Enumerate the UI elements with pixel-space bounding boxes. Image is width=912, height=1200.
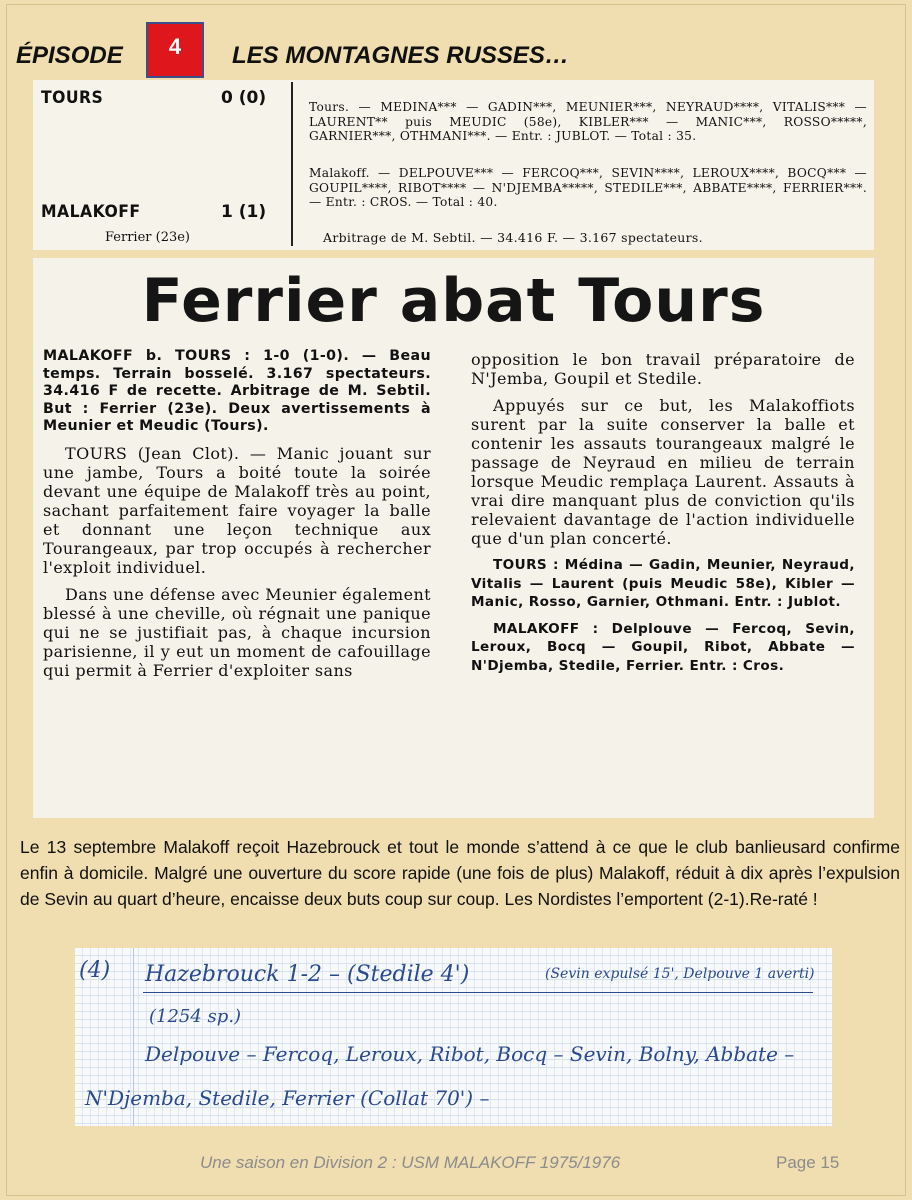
article-paragraph-3: opposition le bon travail préparatoire de N'Jemba, Goupil et Stedile. xyxy=(471,350,855,388)
away-score: 1 (1) xyxy=(221,202,267,222)
malakoff-lineup: Malakoff. — DELPOUVE*** — FERCOQ***, SEVIN****, LEROUX****, BOCQ*** — GOUPIL****, RIBOT**** — N'DJEMBA*****, STEDILE***, ABBATE****, FERRIER***. — Entr. : CROS. — Total : 40. xyxy=(309,166,867,209)
episode-label: ÉPISODE xyxy=(16,42,123,69)
goal-scorer: Ferrier (23e) xyxy=(105,230,191,245)
article-paragraph-2: Dans une défense avec Meunier également blessé à une cheville, où régnait une panique qui ne se justifiait pas, à chaque incursion parisienne, il y eut un moment de cafouillage qui permit à Ferrier d'exploiter sans xyxy=(43,584,431,680)
tours-lineup: Tours. — MEDINA*** — GADIN***, MEUNIER***, NEYRAUD****, VITALIS*** — LAURENT** puis MEUDIC (58e), KIBLER*** — MANIC***, ROSSO*****, GARNIER***, OTHMANI***. — Entr. : JUBLOT. — Total : 35. xyxy=(309,100,867,143)
note-underline xyxy=(143,992,813,993)
note-line-2: (1254 sp.) xyxy=(149,1006,242,1027)
referee-line: Arbitrage de M. Sebtil. — 34.416 F. — 3.167 spectateurs. xyxy=(323,230,703,245)
page-number: Page 15 xyxy=(776,1153,840,1172)
home-score: 0 (0) xyxy=(221,88,267,108)
note-line-1-aside: (Sevin expulsé 15', Delpouve 1 averti) xyxy=(545,966,815,982)
episode-title: LES MONTAGNES RUSSES… xyxy=(232,42,569,69)
note-line-1: Hazebrouck 1-2 – (Stedile 4') xyxy=(145,962,470,987)
scoreboard-clipping xyxy=(33,80,874,250)
match-summary: MALAKOFF b. TOURS : 1-0 (1-0). — Beau temps. Terrain bosselé. 3.167 spectateurs. 34.416 F de recette. Arbitrage de M. Sebtil. But : Ferrier (23e). Deux avertissements à Meunier et Meudic (Tours). xyxy=(43,348,431,434)
article-clipping xyxy=(33,258,874,818)
note-match-number: (4) xyxy=(79,958,111,983)
home-team: TOURS xyxy=(41,88,104,108)
handwritten-note xyxy=(75,948,832,1126)
tours-composition: TOURS : Médina — Gadin, Meunier, Neyraud, Vitalis — Laurent (puis Meudic 58e), Kibler — Manic, Rosso, Garnier, Othmani. Entr. : Jublot. xyxy=(471,557,855,610)
note-line-4: N'Djemba, Stedile, Ferrier (Collat 70') – xyxy=(85,1086,490,1110)
article-headline: Ferrier abat Tours xyxy=(141,266,766,336)
footer-caption: Une saison en Division 2 : USM MALAKOFF 1975/1976 xyxy=(200,1153,621,1172)
away-team: MALAKOFF xyxy=(41,202,141,222)
column-divider xyxy=(291,82,293,246)
malakoff-composition: MALAKOFF : Delplouve — Fercoq, Sevin, Leroux, Bocq — Goupil, Ribot, Abbate — N'Djemba, Stedile, Ferrier. Entr. : Cros. xyxy=(471,620,855,674)
note-line-3: Delpouve – Fercoq, Leroux, Ribot, Bocq – Sevin, Bolny, Abbate – xyxy=(145,1042,795,1066)
body-paragraph: Le 13 septembre Malakoff reçoit Hazebrouck et tout le monde s’attend à ce que le club banlieusard confirme enfin à domicile. Malgré une ouverture du score rapide (une fois de plus) Malakoff, réduit à dix après l’expulsion de Sevin au quart d’heure, encaisse deux buts coup sur coup. Les Nordistes l’emportent (2-1).Re-raté ! xyxy=(20,837,900,909)
episode-header xyxy=(0,0,912,80)
article-left-column xyxy=(43,348,431,688)
article-paragraph-4: Appuyés sur ce but, les Malakoffiots surent par la suite conserver la balle et contenir les assauts tourangeaux malgré le passage de Neyraud en milieu de terrain lorsque Meudic remplaça Laurent. Assauts à vrai dire manquant plus de conviction qu'ils relevaient davantage de l'action individuelle que d'un plan concerté. xyxy=(471,396,855,548)
article-paragraph-1: TOURS (Jean Clot). — Manic jouant sur une jambe, Tours a boité toute la soirée devant une équipe de Malakoff très au point, sachant parfaitement faire voyager la balle et donnant une leçon technique aux Tourangeaux, par trop occupés à rechercher l'exploit individuel. xyxy=(43,443,431,577)
article-right-column xyxy=(471,350,855,683)
episode-number-badge: 4 xyxy=(146,22,204,78)
